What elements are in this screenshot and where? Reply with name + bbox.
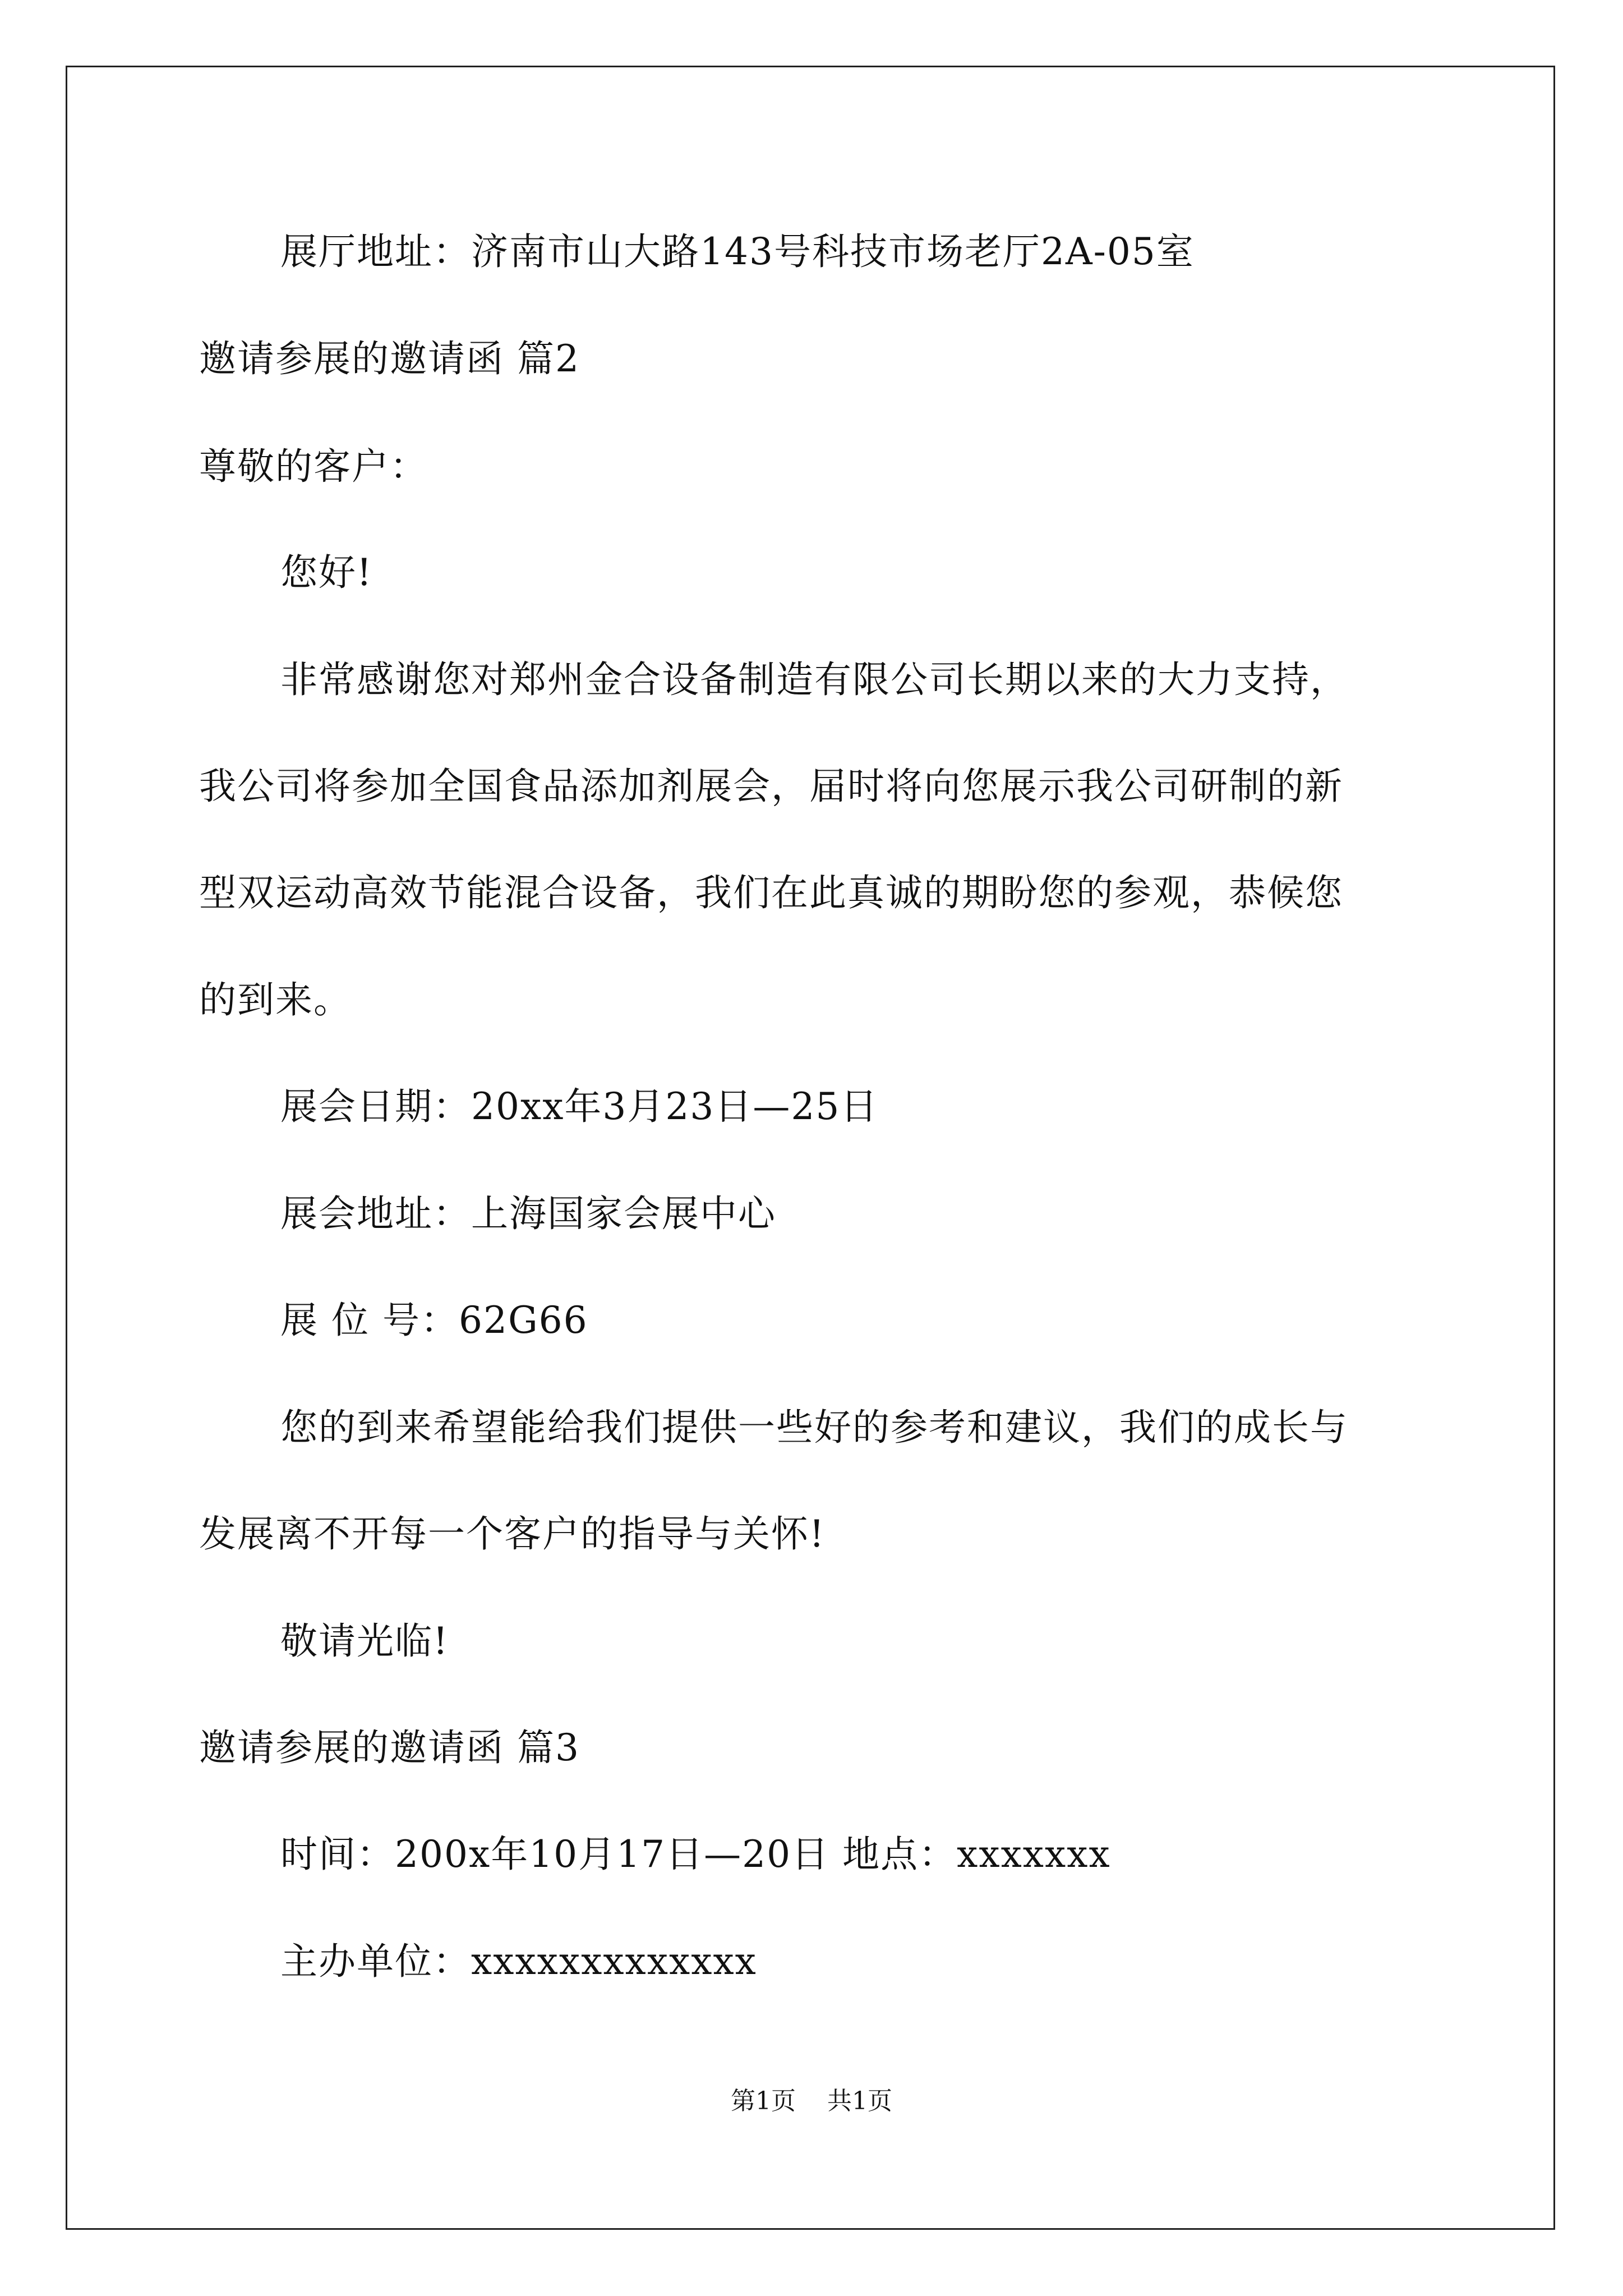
section-heading-2: 邀请参展的邀请函 篇2 — [199, 337, 580, 380]
body-paragraph-line-2: 我公司将参加全国食品添加剂展会，届时将向您展示我公司研制的新 — [199, 765, 1343, 808]
invitation-closing: 敬请光临! — [280, 1619, 449, 1663]
body-paragraph-line-3: 型双运动高效节能混合设备，我们在此真诚的期盼您的参观，恭候您 — [199, 871, 1343, 914]
organizer: 主办单位：xxxxxxxxxxxxx — [280, 1940, 757, 1983]
page-total: 共1页 — [827, 2087, 892, 2115]
page-footer — [0, 2085, 1623, 2118]
greeting: 您好! — [280, 551, 373, 594]
page-number: 第1页 — [731, 2087, 796, 2115]
page-border — [66, 66, 1555, 2230]
exhibition-address: 展会地址：上海国家会展中心 — [280, 1192, 776, 1235]
body-paragraph-line-4: 的到来。 — [199, 978, 352, 1022]
section-heading-3: 邀请参展的邀请函 篇3 — [199, 1726, 580, 1769]
booth-number: 展 位 号：62G66 — [280, 1299, 588, 1342]
salutation: 尊敬的客户： — [199, 445, 428, 488]
exhibition-date: 展会日期：20xx年3月23日—25日 — [280, 1085, 879, 1128]
closing-paragraph-line-1: 您的到来希望能给我们提供一些好的参考和建议，我们的成长与 — [280, 1406, 1348, 1449]
body-paragraph-line-1: 非常感谢您对郑州金合设备制造有限公司长期以来的大力支持， — [280, 658, 1348, 701]
exhibition-hall-address: 展厅地址：济南市山大路143号科技市场老厅2A-05室 — [280, 230, 1195, 273]
closing-paragraph-line-2: 发展离不开每一个客户的指导与关怀! — [199, 1512, 826, 1556]
time-and-location: 时间：200x年10月17日—20日 地点：xxxxxxx — [280, 1833, 1111, 1876]
